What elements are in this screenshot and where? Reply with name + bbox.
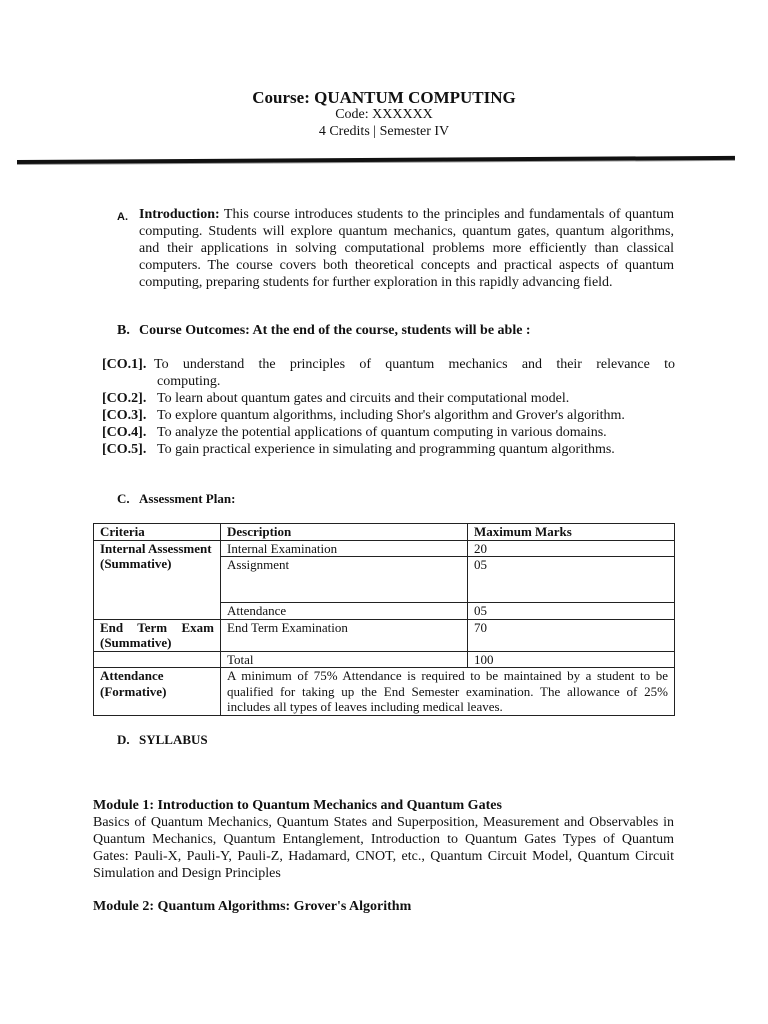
cell-marks: 20 bbox=[468, 540, 675, 557]
assessment-table bbox=[93, 523, 675, 716]
column-header-max-marks: Maximum Marks bbox=[468, 524, 675, 541]
header-divider bbox=[17, 156, 735, 164]
co-code: [CO.5]. bbox=[102, 441, 147, 457]
course-outcomes-list bbox=[102, 357, 675, 458]
list-item bbox=[102, 425, 675, 442]
table-row bbox=[94, 619, 675, 651]
column-header-description: Description bbox=[221, 524, 468, 541]
course-title: Course: QUANTUM COMPUTING bbox=[252, 88, 516, 107]
syllabus-heading bbox=[117, 732, 208, 748]
co-code: [CO.4]. bbox=[102, 424, 147, 440]
module-2-title: Module 2: Quantum Algorithms: Grover's Algorithm bbox=[93, 899, 412, 914]
co-code: [CO.3]. bbox=[102, 407, 147, 423]
table-header-row bbox=[94, 524, 675, 541]
table-row bbox=[94, 651, 675, 668]
syllabus-marker: D. bbox=[117, 732, 130, 747]
cell-description: End Term Examination bbox=[221, 619, 468, 651]
cell-marks: 100 bbox=[468, 651, 675, 668]
module-1-body: Basics of Quantum Mechanics, Quantum States and Superposition, Measurement and Observables in Quantum Mechanics, Quantum Entanglement, Introduction to Quantum Gates Types of Quantum Gates: Pauli-X, Pauli-Y, Pauli-Z, Hadamard, CNOT, etc., Quantum Circuit Model, Quantum Circuit Simulation and Design Principles bbox=[93, 815, 674, 881]
cell-description: Attendance bbox=[221, 603, 468, 620]
outcomes-marker: B. bbox=[117, 323, 130, 338]
outcomes-heading-text: Course Outcomes: At the end of the course, students will be able : bbox=[139, 323, 531, 338]
assessment-heading bbox=[117, 491, 235, 507]
criteria-empty bbox=[94, 603, 221, 620]
co-text-continued: computing. bbox=[157, 373, 221, 389]
assessment-marker: C. bbox=[117, 491, 130, 506]
assessment-heading-text: Assessment Plan: bbox=[139, 491, 236, 506]
outcomes-heading bbox=[117, 323, 531, 339]
co-text: To learn about quantum gates and circuits and their computational model. bbox=[157, 390, 570, 406]
table-row bbox=[94, 540, 675, 557]
co-text: To analyze the potential applications of quantum computing in various domains. bbox=[157, 424, 607, 440]
co-code: [CO.2]. bbox=[102, 390, 147, 406]
cell-attendance-policy: A minimum of 75% Attendance is required to be maintained by a student to be qualified for taking up the End Semester examination. The allowance of 25% includes all types of leaves including medical leaves. bbox=[221, 668, 675, 716]
intro-marker: A. bbox=[117, 211, 128, 223]
cell-description: Internal Examination bbox=[221, 540, 468, 557]
intro-paragraph bbox=[139, 207, 674, 292]
syllabus-heading-text: SYLLABUS bbox=[139, 732, 208, 747]
cell-marks: 70 bbox=[468, 619, 675, 651]
criteria-formative: Attendance (Formative) bbox=[94, 668, 221, 716]
co-text: To understand the principles of quantum mechanics and their relevance to bbox=[154, 357, 675, 372]
co-code: [CO.1]. bbox=[102, 357, 147, 372]
criteria-empty bbox=[94, 651, 221, 668]
cell-marks: 05 bbox=[468, 603, 675, 620]
table-row bbox=[94, 668, 675, 716]
intro-text: This course introduces students to the principles and fundamentals of quantum computing. Students will explore quantum mechanics, quantum gates, quantum algorithms, and their applications in solving computational problems more efficiently than classical computers. The course covers both theoretical concepts and practical aspects of quantum computing, preparing students for further exploration in this rapidly advancing field. bbox=[139, 207, 674, 290]
course-code: Code: XXXXXX bbox=[335, 107, 433, 122]
list-item bbox=[102, 408, 675, 425]
intro-label: Introduction: bbox=[139, 207, 220, 222]
column-header-criteria: Criteria bbox=[94, 524, 221, 541]
criteria-end-term: End Term Exam (Summative) bbox=[94, 619, 221, 651]
course-credits: 4 Credits | Semester IV bbox=[318, 124, 450, 139]
list-item bbox=[102, 357, 675, 391]
co-text: To explore quantum algorithms, including Shor's algorithm and Grover's algorithm. bbox=[157, 407, 625, 423]
list-item bbox=[102, 442, 675, 459]
criteria-internal: Internal Assessment (Summative) bbox=[94, 540, 221, 603]
cell-marks: 05 bbox=[468, 557, 675, 603]
module-1-title: Module 1: Introduction to Quantum Mechanics and Quantum Gates bbox=[93, 798, 502, 813]
cell-description: Total bbox=[221, 651, 468, 668]
table-row bbox=[94, 603, 675, 620]
co-text: To gain practical experience in simulating and programming quantum algorithms. bbox=[157, 441, 615, 457]
cell-description: Assignment bbox=[221, 557, 468, 603]
list-item bbox=[102, 391, 675, 408]
